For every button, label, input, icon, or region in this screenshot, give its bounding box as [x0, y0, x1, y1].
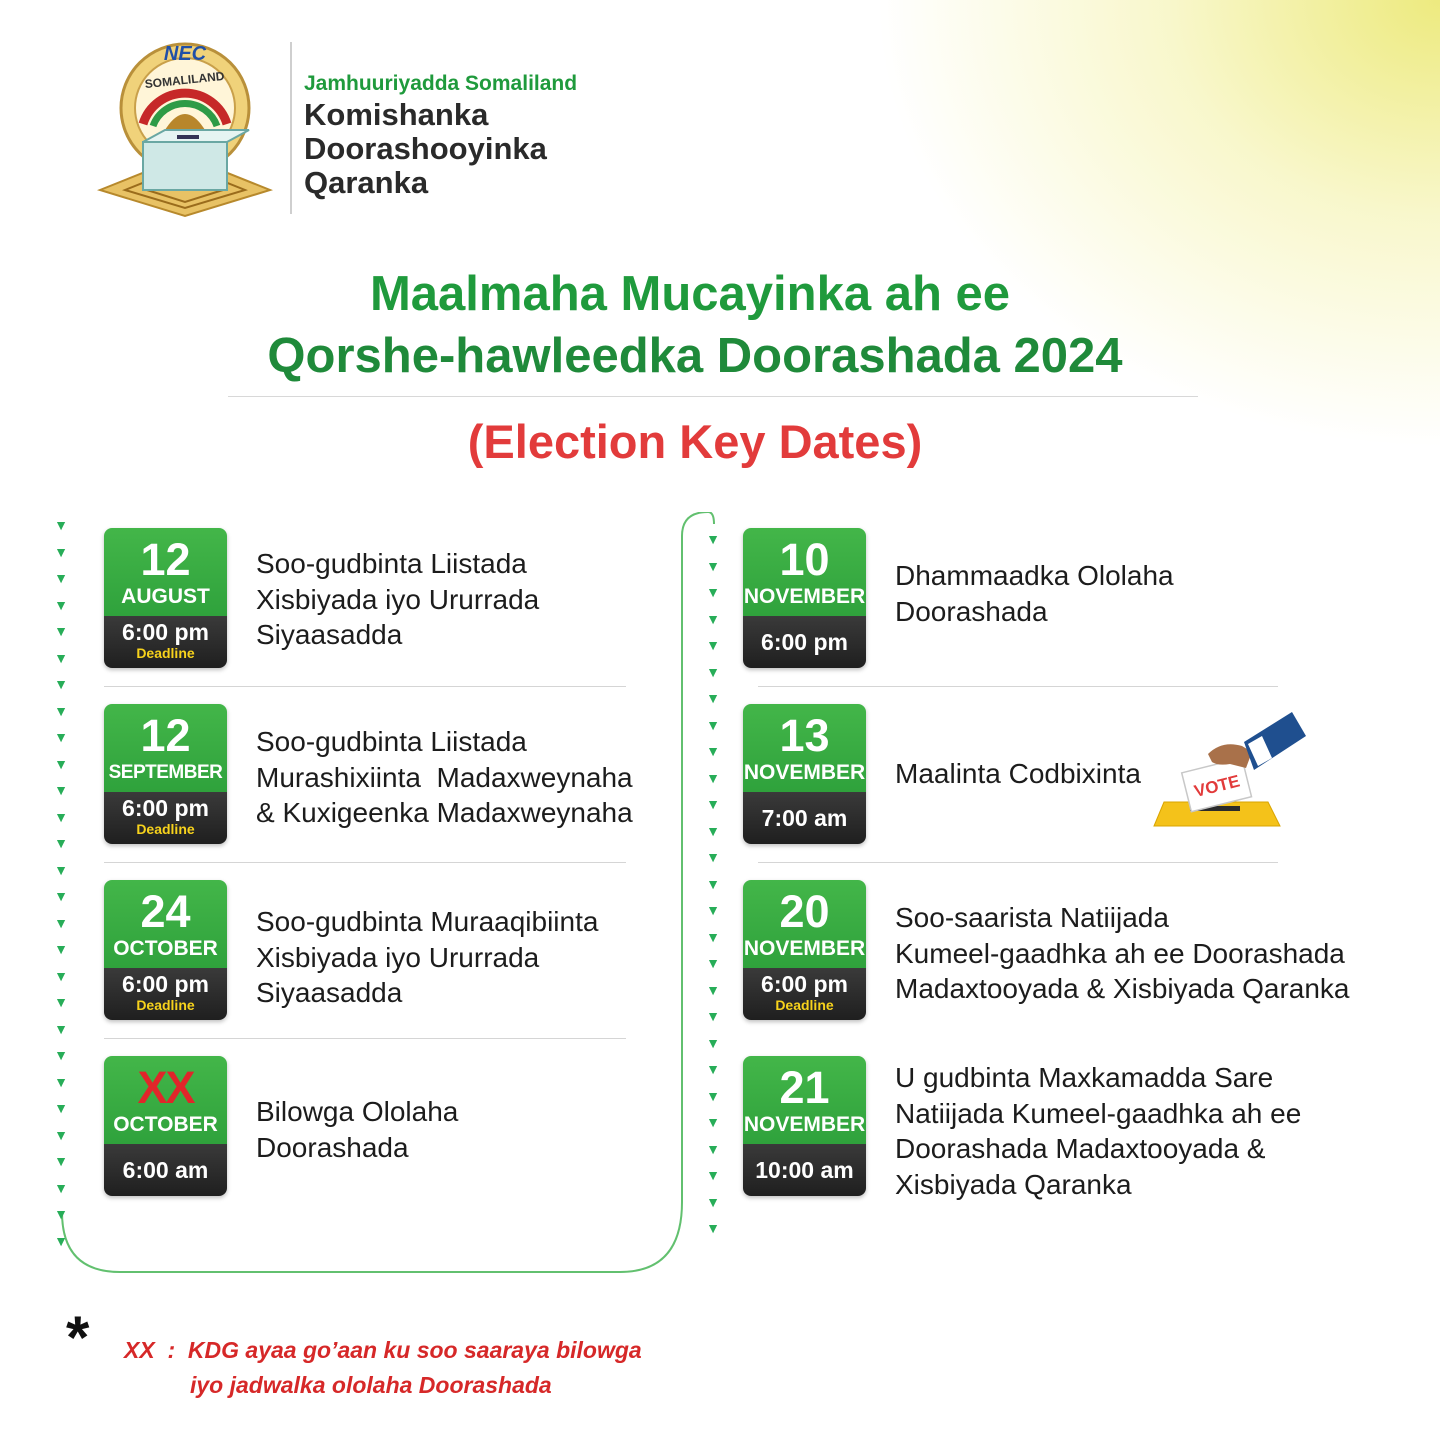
event-description	[895, 1060, 1301, 1202]
event-separator	[104, 862, 626, 863]
chevron-down-icon: ▼	[706, 1061, 720, 1077]
chevron-down-icon: ▼	[54, 967, 68, 984]
badge-month: NOVEMBER	[743, 937, 866, 960]
badge-deadline: Deadline	[136, 997, 195, 1013]
chevron-down-icon: ▼	[706, 1167, 720, 1183]
chevron-down-icon: ▼	[54, 1100, 68, 1116]
badge-month: NOVEMBER	[743, 1113, 866, 1136]
footnote-text	[124, 1333, 642, 1403]
badge-time: 6:00 pm	[761, 629, 848, 655]
event-description	[256, 904, 598, 1011]
org-line: Doorashooyinka	[304, 131, 547, 166]
page-title-line1: Maalmaha Mucayinka ah ee	[369, 267, 1010, 321]
chevron-down-icon: ▼	[54, 649, 68, 666]
event-line: Soo-gudbinta Liistada	[256, 548, 527, 579]
arrow-chain-left	[54, 512, 68, 1254]
badge-day: 12	[140, 710, 191, 761]
event-line: Siyaasadda	[256, 977, 403, 1008]
badge-day: 12	[140, 534, 191, 585]
date-badge	[743, 704, 866, 844]
badge-day: 21	[779, 1062, 830, 1113]
event-line: Kumeel-gaadhka ah ee Doorashada	[895, 937, 1345, 969]
badge-time: 6:00 pm	[761, 971, 848, 997]
chevron-down-icon: ▼	[54, 1073, 68, 1090]
chevron-down-icon: ▼	[706, 557, 720, 574]
date-badge	[104, 1056, 227, 1196]
chevron-down-icon: ▼	[54, 914, 68, 931]
date-badge	[104, 528, 227, 668]
badge-month: OCTOBER	[113, 1113, 218, 1136]
footnote-line: XX : KDG ayaa go’aan ku soo saaraya bilowga	[124, 1337, 642, 1363]
chevron-down-icon: ▼	[54, 861, 68, 878]
chevron-down-icon: ▼	[54, 596, 68, 613]
badge-deadline: Deadline	[775, 997, 834, 1013]
chevron-down-icon: ▼	[706, 1008, 720, 1024]
svg-text:NEC: NEC	[163, 43, 207, 65]
chevron-down-icon: ▼	[706, 1193, 720, 1210]
chevron-down-icon: ▼	[54, 941, 68, 957]
event-separator	[758, 686, 1278, 687]
chevron-down-icon: ▼	[54, 1153, 68, 1169]
badge-time: 6:00 pm	[122, 971, 209, 997]
chevron-down-icon: ▼	[706, 663, 720, 680]
svg-text:SOMALILAND: SOMALILAND	[144, 68, 226, 92]
badge-month: AUGUST	[121, 585, 210, 608]
chevron-down-icon: ▼	[706, 902, 720, 918]
event-line: Siyaasadda	[256, 619, 403, 650]
event-separator	[104, 686, 626, 687]
chevron-down-icon: ▼	[706, 955, 720, 971]
badge-day: XX	[137, 1062, 194, 1113]
chevron-down-icon: ▼	[706, 796, 720, 812]
page-title-line2: Qorshe-hawleedka Doorashada 2024	[267, 329, 1123, 383]
header-divider	[290, 42, 292, 214]
footnote-asterisk: *	[66, 1304, 90, 1371]
chevron-down-icon: ▼	[706, 822, 720, 839]
chevron-down-icon: ▼	[54, 543, 68, 560]
date-badge	[743, 1056, 866, 1196]
badge-time: 7:00 am	[761, 805, 848, 831]
chevron-down-icon: ▼	[706, 1087, 720, 1104]
org-line: Qaranka	[304, 165, 429, 200]
chevron-down-icon: ▼	[54, 570, 68, 586]
chevron-down-icon: ▼	[54, 782, 68, 798]
event-line: Doorashada	[895, 595, 1048, 627]
ballot-box-icon	[1150, 706, 1310, 830]
badge-time: 6:00 am	[122, 1157, 209, 1183]
badge-month: NOVEMBER	[743, 585, 866, 608]
event-line: Soo-gudbinta Liistada	[256, 726, 527, 757]
page-subtitle-english: (Election Key Dates)	[467, 415, 923, 468]
event-separator	[104, 1038, 626, 1039]
chevron-down-icon: ▼	[54, 1047, 68, 1063]
badge-month: OCTOBER	[113, 937, 218, 960]
chevron-down-icon: ▼	[706, 769, 720, 786]
event-description	[256, 1094, 458, 1165]
badge-day: 10	[779, 534, 830, 585]
chevron-down-icon: ▼	[706, 637, 720, 653]
chevron-down-icon: ▼	[54, 755, 68, 772]
org-line: Komishanka	[304, 97, 489, 132]
chevron-down-icon: ▼	[706, 716, 720, 733]
event-line: Murashixiinta Madaxweynaha	[256, 761, 633, 793]
event-description	[256, 724, 633, 831]
chevron-down-icon: ▼	[706, 1140, 720, 1157]
badge-deadline: Deadline	[136, 821, 195, 837]
badge-day: 20	[779, 886, 830, 937]
event-description	[256, 546, 539, 653]
badge-time: 6:00 pm	[122, 619, 209, 645]
chevron-down-icon: ▼	[54, 994, 68, 1010]
badge-time: 10:00 am	[755, 1157, 854, 1183]
badge-month: NOVEMBER	[743, 761, 866, 784]
event-line: Doorashada	[256, 1131, 409, 1163]
event-line: Madaxtooyada & Xisbiyada Qaranka	[895, 973, 1350, 1004]
chevron-down-icon: ▼	[54, 702, 68, 719]
event-line: Xisbiyada Qaranka	[895, 1168, 1132, 1200]
chevron-down-icon: ▼	[706, 531, 720, 547]
chevron-down-icon: ▼	[54, 729, 68, 745]
footnote-line: iyo jadwalka ololaha Doorashada	[190, 1372, 552, 1398]
chevron-down-icon: ▼	[54, 1020, 68, 1037]
chevron-down-icon: ▼	[54, 1206, 68, 1222]
chevron-down-icon: ▼	[706, 875, 720, 892]
chevron-down-icon: ▼	[706, 1220, 720, 1236]
event-line: & Kuxigeenka Madaxweynaha	[256, 797, 633, 828]
event-line: Xisbiyada iyo Ururrada	[256, 583, 540, 615]
chevron-down-icon: ▼	[706, 928, 720, 945]
event-description	[895, 756, 1141, 792]
chevron-down-icon: ▼	[54, 517, 68, 533]
date-badge	[104, 704, 227, 844]
badge-month: SEPTEMBER	[108, 762, 223, 783]
event-line: Dhammaadka Ololaha	[895, 560, 1174, 591]
event-line: Soo-saarista Natiijada	[895, 902, 1169, 933]
event-line: Bilowga Ololaha	[256, 1096, 459, 1127]
chevron-down-icon: ▼	[54, 1126, 68, 1143]
event-line: Doorashada Madaxtooyada &	[895, 1133, 1266, 1164]
event-line: Natiijada Kumeel-gaadhka ah ee	[895, 1097, 1302, 1129]
chevron-down-icon: ▼	[54, 1179, 68, 1196]
date-badge	[743, 528, 866, 668]
event-line: U gudbinta Maxkamadda Sare	[895, 1062, 1274, 1093]
nec-logo-icon	[95, 38, 275, 218]
event-description	[895, 900, 1350, 1007]
chevron-down-icon: ▼	[54, 676, 68, 692]
badge-time: 6:00 pm	[122, 795, 209, 821]
chevron-down-icon: ▼	[54, 623, 68, 639]
header-org-name	[304, 98, 547, 200]
chevron-down-icon: ▼	[54, 835, 68, 851]
date-badge	[104, 880, 227, 1020]
header-country: Jamhuuriyadda Somaliland	[304, 72, 578, 95]
event-line: Xisbiyada iyo Ururrada	[256, 941, 540, 973]
svg-text:VOTE: VOTE	[1192, 771, 1242, 802]
badge-day: 13	[779, 710, 830, 761]
event-line: Maalinta Codbixinta	[895, 758, 1141, 789]
badge-deadline: Deadline	[136, 645, 195, 661]
chevron-down-icon: ▼	[706, 690, 720, 706]
event-description	[895, 558, 1174, 629]
chevron-down-icon: ▼	[54, 1232, 68, 1249]
date-badge	[743, 880, 866, 1020]
chevron-down-icon: ▼	[706, 1114, 720, 1130]
chevron-down-icon: ▼	[706, 743, 720, 759]
event-line: Soo-gudbinta Muraaqibiinta	[256, 906, 599, 937]
chevron-down-icon: ▼	[706, 981, 720, 998]
chevron-down-icon: ▼	[54, 888, 68, 904]
chevron-down-icon: ▼	[54, 808, 68, 825]
chevron-down-icon: ▼	[706, 1034, 720, 1051]
chevron-down-icon: ▼	[706, 610, 720, 627]
badge-day: 24	[140, 886, 191, 937]
chevron-down-icon: ▼	[706, 584, 720, 600]
event-separator	[758, 862, 1278, 863]
title-divider	[228, 396, 1198, 397]
arrow-chain-right	[706, 526, 720, 1242]
chevron-down-icon: ▼	[706, 849, 720, 865]
